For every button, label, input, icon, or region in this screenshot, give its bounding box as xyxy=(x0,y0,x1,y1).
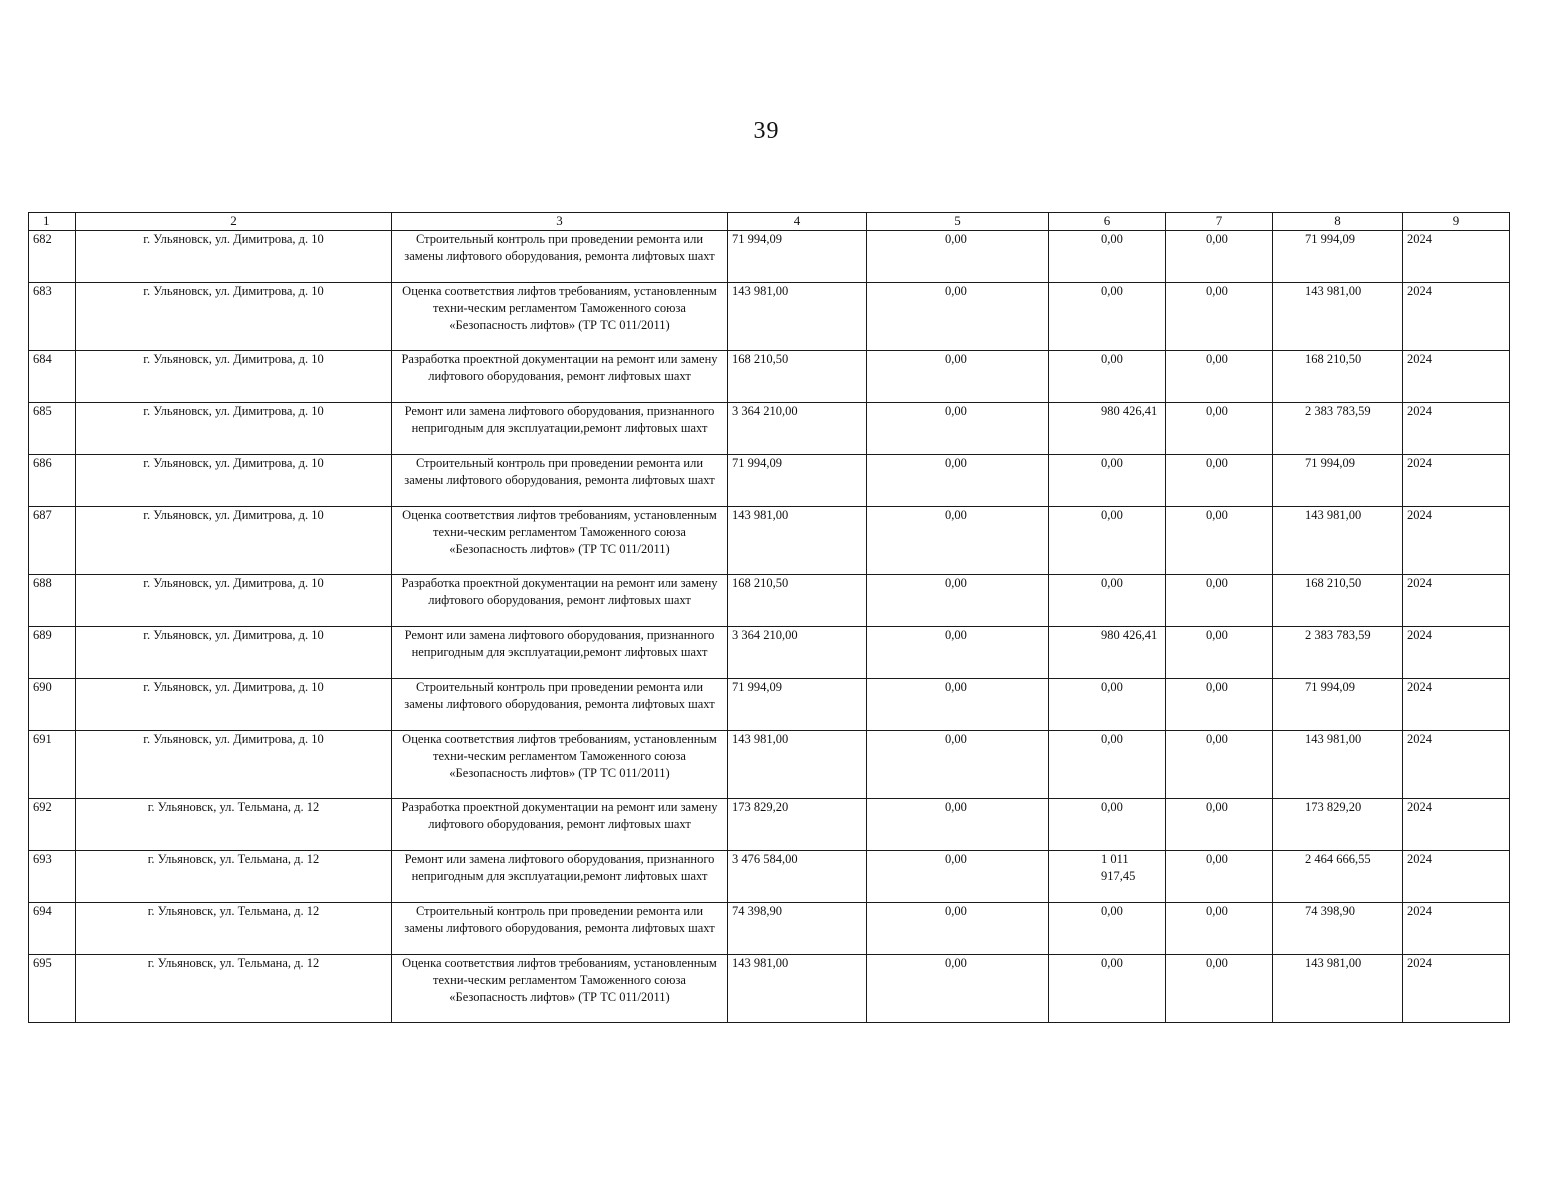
column-header: 1 xyxy=(29,213,76,231)
amount-cell-7: 0,00 xyxy=(1166,679,1273,731)
work-description-cell: Строительный контроль при проведении ремонта или замены лифтового оборудования, ремонта лифтовых шахт xyxy=(392,679,728,731)
row-number: 684 xyxy=(29,351,76,403)
table-body xyxy=(29,231,1510,1023)
amount-cell-7: 0,00 xyxy=(1166,231,1273,283)
address-cell: г. Ульяновск, ул. Димитрова, д. 10 xyxy=(76,403,392,455)
amount-cell-5: 0,00 xyxy=(867,575,1049,627)
amount-cell-7: 0,00 xyxy=(1166,283,1273,351)
column-header: 5 xyxy=(867,213,1049,231)
total-cost-cell: 168 210,50 xyxy=(728,351,867,403)
amount-cell-6: 0,00 xyxy=(1049,507,1166,575)
address-cell: г. Ульяновск, ул. Димитрова, д. 10 xyxy=(76,731,392,799)
total-cost-cell: 71 994,09 xyxy=(728,679,867,731)
amount-cell-7: 0,00 xyxy=(1166,403,1273,455)
address-cell: г. Ульяновск, ул. Тельмана, д. 12 xyxy=(76,903,392,955)
amount-cell-8: 71 994,09 xyxy=(1273,231,1403,283)
amount-cell-5: 0,00 xyxy=(867,955,1049,1023)
work-description-cell: Строительный контроль при проведении ремонта или замены лифтового оборудования, ремонта лифтовых шахт xyxy=(392,903,728,955)
page-number: 39 xyxy=(753,118,780,144)
amount-cell-6: 0,00 xyxy=(1049,799,1166,851)
total-cost-cell: 74 398,90 xyxy=(728,903,867,955)
row-number: 688 xyxy=(29,575,76,627)
row-number: 682 xyxy=(29,231,76,283)
address-cell: г. Ульяновск, ул. Димитрова, д. 10 xyxy=(76,231,392,283)
address-cell: г. Ульяновск, ул. Тельмана, д. 12 xyxy=(76,851,392,903)
address-cell: г. Ульяновск, ул. Димитрова, д. 10 xyxy=(76,575,392,627)
row-number: 685 xyxy=(29,403,76,455)
table-row xyxy=(29,575,1510,627)
year-cell: 2024 xyxy=(1403,283,1510,351)
amount-cell-8: 143 981,00 xyxy=(1273,507,1403,575)
address-cell: г. Ульяновск, ул. Тельмана, д. 12 xyxy=(76,799,392,851)
amount-cell-5: 0,00 xyxy=(867,799,1049,851)
total-cost-cell: 71 994,09 xyxy=(728,455,867,507)
year-cell: 2024 xyxy=(1403,851,1510,903)
column-header: 2 xyxy=(76,213,392,231)
amount-cell-8: 71 994,09 xyxy=(1273,679,1403,731)
year-cell: 2024 xyxy=(1403,627,1510,679)
amount-cell-8: 143 981,00 xyxy=(1273,731,1403,799)
amount-cell-7: 0,00 xyxy=(1166,507,1273,575)
lift-works-table xyxy=(28,212,1510,1023)
amount-cell-6: 0,00 xyxy=(1049,679,1166,731)
work-description-cell: Строительный контроль при проведении ремонта или замены лифтового оборудования, ремонта лифтовых шахт xyxy=(392,231,728,283)
amount-cell-6: 980 426,41 xyxy=(1049,627,1166,679)
address-cell: г. Ульяновск, ул. Тельмана, д. 12 xyxy=(76,955,392,1023)
amount-cell-7: 0,00 xyxy=(1166,799,1273,851)
amount-cell-6: 0,00 xyxy=(1049,575,1166,627)
row-number: 694 xyxy=(29,903,76,955)
amount-cell-6: 0,00 xyxy=(1049,955,1166,1023)
total-cost-cell: 173 829,20 xyxy=(728,799,867,851)
row-number: 691 xyxy=(29,731,76,799)
amount-cell-5: 0,00 xyxy=(867,231,1049,283)
table-row xyxy=(29,799,1510,851)
total-cost-cell: 143 981,00 xyxy=(728,731,867,799)
table-row xyxy=(29,283,1510,351)
table-row xyxy=(29,679,1510,731)
amount-cell-6: 980 426,41 xyxy=(1049,403,1166,455)
total-cost-cell: 143 981,00 xyxy=(728,283,867,351)
address-cell: г. Ульяновск, ул. Димитрова, д. 10 xyxy=(76,679,392,731)
row-number: 686 xyxy=(29,455,76,507)
work-description-cell: Разработка проектной документации на ремонт или замену лифтового оборудования, ремонт лифтовых шахт xyxy=(392,575,728,627)
amount-cell-5: 0,00 xyxy=(867,851,1049,903)
year-cell: 2024 xyxy=(1403,955,1510,1023)
year-cell: 2024 xyxy=(1403,903,1510,955)
work-description-cell: Ремонт или замена лифтового оборудования, признанного непригодным для эксплуатации,ремонт лифтовых шахт xyxy=(392,403,728,455)
amount-cell-6: 0,00 xyxy=(1049,731,1166,799)
work-description-cell: Ремонт или замена лифтового оборудования, признанного непригодным для эксплуатации,ремонт лифтовых шахт xyxy=(392,851,728,903)
amount-cell-7: 0,00 xyxy=(1166,351,1273,403)
amount-cell-7: 0,00 xyxy=(1166,851,1273,903)
address-cell: г. Ульяновск, ул. Димитрова, д. 10 xyxy=(76,507,392,575)
year-cell: 2024 xyxy=(1403,731,1510,799)
column-header: 6 xyxy=(1049,213,1166,231)
amount-cell-5: 0,00 xyxy=(867,679,1049,731)
work-description-cell: Строительный контроль при проведении ремонта или замены лифтового оборудования, ремонта лифтовых шахт xyxy=(392,455,728,507)
row-number: 692 xyxy=(29,799,76,851)
work-description-cell: Разработка проектной документации на ремонт или замену лифтового оборудования, ремонт лифтовых шахт xyxy=(392,799,728,851)
year-cell: 2024 xyxy=(1403,507,1510,575)
row-number: 689 xyxy=(29,627,76,679)
year-cell: 2024 xyxy=(1403,231,1510,283)
table-row xyxy=(29,403,1510,455)
address-cell: г. Ульяновск, ул. Димитрова, д. 10 xyxy=(76,351,392,403)
column-header: 3 xyxy=(392,213,728,231)
amount-cell-7: 0,00 xyxy=(1166,955,1273,1023)
amount-cell-6: 0,00 xyxy=(1049,351,1166,403)
year-cell: 2024 xyxy=(1403,679,1510,731)
amount-cell-8: 168 210,50 xyxy=(1273,575,1403,627)
amount-cell-5: 0,00 xyxy=(867,627,1049,679)
column-number-row xyxy=(29,213,1510,231)
column-header: 8 xyxy=(1273,213,1403,231)
amount-cell-7: 0,00 xyxy=(1166,731,1273,799)
amount-cell-8: 2 464 666,55 xyxy=(1273,851,1403,903)
row-number: 683 xyxy=(29,283,76,351)
amount-cell-8: 143 981,00 xyxy=(1273,955,1403,1023)
amount-cell-8: 71 994,09 xyxy=(1273,455,1403,507)
total-cost-cell: 3 476 584,00 xyxy=(728,851,867,903)
amount-cell-8: 143 981,00 xyxy=(1273,283,1403,351)
work-description-cell: Оценка соответствия лифтов требованиям, установленным техни-ческим регламентом Таможенного союза «Безопасность лифтов» (ТР ТС 011/2011) xyxy=(392,507,728,575)
total-cost-cell: 143 981,00 xyxy=(728,955,867,1023)
amount-cell-8: 173 829,20 xyxy=(1273,799,1403,851)
amount-cell-5: 0,00 xyxy=(867,403,1049,455)
table-row xyxy=(29,731,1510,799)
column-header: 4 xyxy=(728,213,867,231)
amount-cell-5: 0,00 xyxy=(867,903,1049,955)
amount-cell-7: 0,00 xyxy=(1166,575,1273,627)
work-description-cell: Ремонт или замена лифтового оборудования, признанного непригодным для эксплуатации,ремонт лифтовых шахт xyxy=(392,627,728,679)
column-header: 7 xyxy=(1166,213,1273,231)
address-cell: г. Ульяновск, ул. Димитрова, д. 10 xyxy=(76,455,392,507)
row-number: 695 xyxy=(29,955,76,1023)
amount-cell-8: 74 398,90 xyxy=(1273,903,1403,955)
amount-cell-8: 2 383 783,59 xyxy=(1273,627,1403,679)
row-number: 693 xyxy=(29,851,76,903)
column-header: 9 xyxy=(1403,213,1510,231)
amount-cell-8: 2 383 783,59 xyxy=(1273,403,1403,455)
year-cell: 2024 xyxy=(1403,455,1510,507)
work-description-cell: Оценка соответствия лифтов требованиям, установленным техни-ческим регламентом Таможенного союза «Безопасность лифтов» (ТР ТС 011/2011) xyxy=(392,955,728,1023)
total-cost-cell: 143 981,00 xyxy=(728,507,867,575)
amount-cell-6: 0,00 xyxy=(1049,231,1166,283)
address-cell: г. Ульяновск, ул. Димитрова, д. 10 xyxy=(76,627,392,679)
amount-cell-6: 1 011 917,45 xyxy=(1049,851,1166,903)
total-cost-cell: 71 994,09 xyxy=(728,231,867,283)
amount-cell-5: 0,00 xyxy=(867,731,1049,799)
amount-cell-6: 0,00 xyxy=(1049,903,1166,955)
year-cell: 2024 xyxy=(1403,575,1510,627)
amount-cell-5: 0,00 xyxy=(867,351,1049,403)
amount-cell-5: 0,00 xyxy=(867,455,1049,507)
table-row xyxy=(29,627,1510,679)
amount-cell-7: 0,00 xyxy=(1166,627,1273,679)
row-number: 690 xyxy=(29,679,76,731)
amount-cell-6: 0,00 xyxy=(1049,455,1166,507)
total-cost-cell: 3 364 210,00 xyxy=(728,403,867,455)
address-cell: г. Ульяновск, ул. Димитрова, д. 10 xyxy=(76,283,392,351)
amount-cell-5: 0,00 xyxy=(867,507,1049,575)
year-cell: 2024 xyxy=(1403,799,1510,851)
table-row xyxy=(29,851,1510,903)
amount-cell-8: 168 210,50 xyxy=(1273,351,1403,403)
amount-cell-6: 0,00 xyxy=(1049,283,1166,351)
table-row xyxy=(29,903,1510,955)
amount-cell-7: 0,00 xyxy=(1166,903,1273,955)
table-row xyxy=(29,351,1510,403)
amount-cell-7: 0,00 xyxy=(1166,455,1273,507)
table-row xyxy=(29,507,1510,575)
work-description-cell: Оценка соответствия лифтов требованиям, установленным техни-ческим регламентом Таможенного союза «Безопасность лифтов» (ТР ТС 011/2011) xyxy=(392,283,728,351)
work-description-cell: Оценка соответствия лифтов требованиям, установленным техни-ческим регламентом Таможенного союза «Безопасность лифтов» (ТР ТС 011/2011) xyxy=(392,731,728,799)
total-cost-cell: 3 364 210,00 xyxy=(728,627,867,679)
row-number: 687 xyxy=(29,507,76,575)
total-cost-cell: 168 210,50 xyxy=(728,575,867,627)
work-description-cell: Разработка проектной документации на ремонт или замену лифтового оборудования, ремонт лифтовых шахт xyxy=(392,351,728,403)
year-cell: 2024 xyxy=(1403,351,1510,403)
amount-cell-5: 0,00 xyxy=(867,283,1049,351)
year-cell: 2024 xyxy=(1403,403,1510,455)
table-row xyxy=(29,231,1510,283)
table-row xyxy=(29,955,1510,1023)
table-row xyxy=(29,455,1510,507)
